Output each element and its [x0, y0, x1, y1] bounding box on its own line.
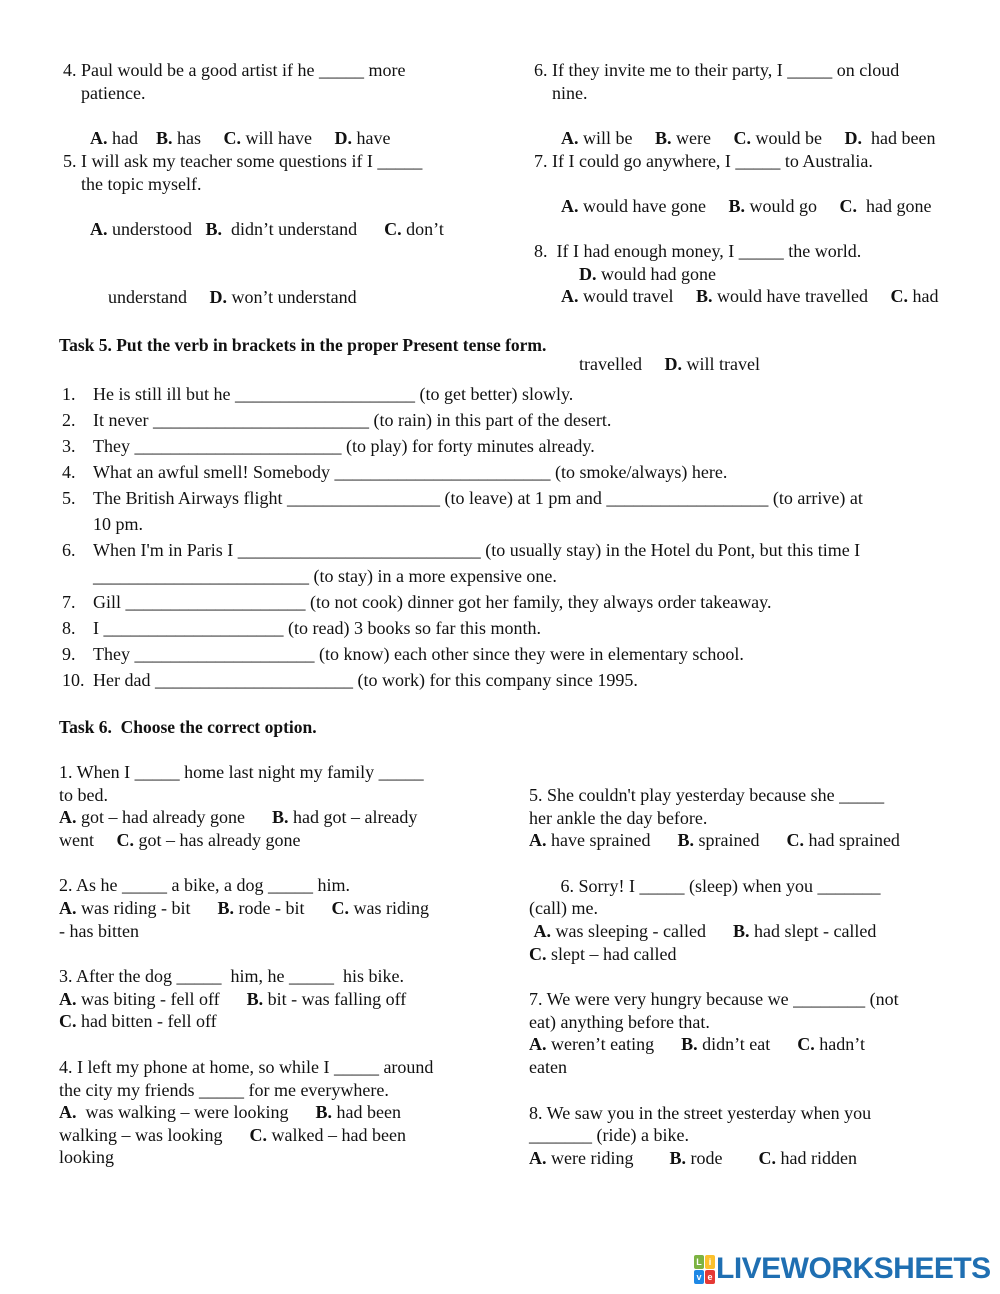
option-text[interactable]: had sprained — [803, 830, 900, 851]
task-6-question — [529, 988, 959, 1078]
question-line — [529, 1147, 959, 1170]
option-text[interactable]: was biting - fell off — [76, 988, 247, 1009]
option-letter: C. — [890, 286, 908, 307]
question-text: (call) me. — [529, 898, 598, 919]
question-line — [529, 784, 959, 807]
option-text[interactable]: would have gone — [578, 196, 729, 217]
option-text[interactable]: rode — [685, 1147, 759, 1168]
item-text[interactable]: It never ________________________ (to rain) in this part of the desert. — [93, 410, 612, 430]
option-text[interactable]: had been — [331, 1102, 401, 1123]
question-5 — [63, 150, 483, 331]
option-letter: B. — [655, 127, 672, 148]
option-letter: B. — [315, 1102, 332, 1123]
task-5-item — [62, 589, 863, 615]
option-letter: A. — [561, 286, 579, 307]
question-text: 6. If they invite me to their party, I _____ on cloud — [534, 60, 900, 80]
option-letter: C. — [758, 1147, 776, 1168]
item-number: 7. — [62, 592, 76, 612]
option-text[interactable]: got – has already gone — [134, 829, 301, 850]
question-text: 5. I will ask my teacher some questions if I _____ — [63, 151, 423, 171]
option-text[interactable]: hadn’t — [814, 1034, 865, 1055]
option-text[interactable]: had — [907, 286, 939, 307]
option-text[interactable]: didn’t eat — [697, 1034, 798, 1055]
item-number: 6. — [62, 540, 76, 560]
question-line — [529, 943, 959, 966]
question-text: - has bitten — [59, 920, 139, 941]
logo-mark-icon — [694, 1255, 714, 1283]
item-number: 8. — [62, 618, 76, 638]
task-6-question — [59, 761, 499, 851]
question-line — [59, 988, 499, 1011]
option-letter: D. — [209, 286, 227, 307]
question-text: nine. — [552, 82, 588, 103]
option-letter: A. — [561, 127, 579, 148]
item-text[interactable]: He is still ill but he ____________________ (to get better) slowly. — [93, 384, 574, 404]
task-5-item — [62, 433, 863, 459]
question-text: _______ (ride) a bike. — [529, 1125, 689, 1146]
task-5-item — [62, 615, 863, 641]
question-line — [59, 806, 499, 829]
option-letter: C. — [839, 196, 857, 217]
question-line — [59, 761, 499, 784]
question-text: 2. As he _____ a bike, a dog _____ him. — [59, 875, 350, 896]
task-6-right-column — [529, 784, 959, 1169]
option-letter: D. — [334, 127, 352, 148]
option-letter: C. — [331, 897, 349, 918]
option-text[interactable]: travelled — [579, 353, 665, 374]
question-text: 5. She couldn't play yesterday because she _____ — [529, 785, 885, 805]
option-text[interactable]: were riding — [546, 1147, 670, 1168]
option-letter: B. — [728, 196, 745, 217]
question-text: to bed. — [59, 784, 108, 805]
task-5-item — [62, 407, 863, 433]
task-6-question — [529, 875, 959, 965]
option-letter: B. — [677, 830, 694, 851]
option-text[interactable]: understand — [108, 286, 210, 307]
option-text[interactable]: had — [107, 127, 156, 148]
task-5-item — [62, 641, 863, 667]
option-letter: B. — [732, 920, 750, 941]
item-number: 1. — [62, 384, 76, 404]
question-text: the city my friends _____ for me everywhere. — [59, 1079, 389, 1100]
question-line — [59, 1056, 499, 1079]
option-text[interactable]: will be — [578, 127, 655, 148]
option-letter: B. — [246, 988, 264, 1009]
task-5-item — [62, 667, 863, 693]
option-text[interactable]: don’t — [401, 218, 444, 239]
option-text[interactable]: were — [671, 127, 734, 148]
option-letter: B. — [217, 897, 235, 918]
logo-mark-tile: i — [705, 1255, 715, 1269]
task-5-title: Task 5. Put the verb in brackets in the proper Present tense form. — [59, 335, 547, 355]
question-line — [529, 1011, 959, 1034]
question-line — [529, 920, 959, 943]
item-number: 10. — [62, 670, 85, 690]
task-6-question — [59, 1056, 499, 1169]
logo-mark-tile: e — [705, 1270, 715, 1284]
item-number: 4. — [62, 462, 76, 482]
option-letter: C. — [116, 829, 134, 850]
option-letter: A. — [59, 807, 77, 828]
question-text: 7. We were very hungry because we ________ (not — [529, 989, 899, 1010]
option-letter: A. — [561, 196, 579, 217]
item-number: 3. — [62, 436, 76, 456]
question-line — [529, 1033, 959, 1056]
task-6-left-column — [59, 761, 499, 1169]
item-text[interactable]: The British Airways flight _________________ (to leave) at 1 pm and __________________ (to arrive) at — [93, 488, 863, 508]
question-line — [529, 1056, 959, 1079]
question-text: looking — [59, 1147, 115, 1168]
logo-text: LIVEWORKSHEETS — [716, 1252, 991, 1285]
option-letter: C. — [786, 830, 804, 851]
option-letter: A. — [90, 218, 108, 239]
answer-options — [534, 173, 954, 241]
task-5-item — [62, 485, 863, 511]
option-text[interactable]: understood — [107, 218, 206, 239]
question-8 — [534, 240, 954, 398]
question-text: went — [59, 829, 117, 850]
option-letter: C. — [223, 127, 242, 148]
item-text[interactable]: When I'm in Paris I ___________________________ (to usually stay) in the Hotel du Pont, but this time I — [93, 540, 861, 560]
option-text[interactable]: got – had already gone — [76, 807, 272, 828]
task-6-question — [59, 965, 499, 1033]
task-5-item — [62, 381, 863, 407]
option-letter: D. — [664, 353, 682, 374]
option-text[interactable]: had bitten - fell off — [76, 1011, 217, 1032]
answer-options — [63, 263, 483, 331]
option-letter: A. — [59, 897, 77, 918]
task-6-question — [59, 874, 499, 942]
option-letter: C. — [249, 1124, 267, 1145]
task-6-question — [529, 784, 959, 852]
item-text[interactable]: What an awful smell! Somebody ________________________ (to smoke/always) here. — [93, 462, 728, 482]
question-text: the topic myself. — [81, 173, 202, 194]
option-text[interactable]: had gone — [856, 196, 932, 217]
option-letter: B. — [156, 127, 173, 148]
task-6-title: Task 6. Choose the correct option. — [59, 717, 317, 737]
question-text: eaten — [529, 1056, 567, 1077]
option-text[interactable]: was sleeping - called — [551, 920, 733, 941]
option-text[interactable]: would be — [751, 127, 845, 148]
item-text[interactable]: I ____________________ (to read) 3 books so far this month. — [93, 618, 541, 638]
option-letter: B. — [271, 807, 289, 828]
item-text-continued[interactable]: ________________________ (to stay) in a more expensive one. — [93, 566, 557, 586]
option-letter: D. — [844, 127, 862, 148]
option-letter: C. — [797, 1034, 815, 1055]
logo-mark-tile: v — [694, 1270, 704, 1284]
question-line — [59, 1010, 499, 1033]
item-text[interactable]: They _______________________ (to play) for forty minutes already. — [93, 436, 595, 456]
option-letter: A. — [529, 1147, 547, 1168]
option-letter: B. — [681, 1034, 698, 1055]
option-letter: C. — [384, 218, 402, 239]
option-text[interactable]: rode - bit — [234, 897, 332, 918]
question-text: eat) anything before that. — [529, 1011, 710, 1032]
question-text: 8. If I had enough money, I _____ the world. — [534, 241, 862, 261]
question-line — [59, 1124, 499, 1147]
question-line — [529, 1124, 959, 1147]
option-text[interactable]: had slept - called — [749, 920, 877, 941]
option-letter: D. — [579, 263, 597, 284]
task-6-question — [529, 1102, 959, 1170]
question-line — [59, 1146, 499, 1169]
question-line — [529, 829, 959, 852]
answer-options — [63, 195, 483, 263]
option-letter: B. — [695, 286, 713, 307]
question-text: 7. If I could go anywhere, I _____ to Australia. — [534, 151, 873, 171]
question-line — [529, 875, 959, 898]
option-text[interactable]: was riding - bit — [76, 897, 218, 918]
question-line — [529, 1102, 959, 1125]
option-text[interactable]: would go — [744, 196, 840, 217]
option-text[interactable]: slept – had called — [546, 943, 677, 964]
question-line — [59, 965, 499, 988]
question-line — [529, 988, 959, 1011]
task-5-item — [62, 537, 863, 563]
option-text[interactable]: have — [352, 127, 391, 148]
item-text-continued[interactable]: 10 pm. — [93, 514, 144, 534]
option-text[interactable]: had got – already — [288, 807, 418, 828]
question-text: her ankle the day before. — [529, 807, 708, 828]
option-text[interactable]: didn’t understand — [222, 218, 385, 239]
option-text[interactable]: weren’t eating — [546, 1034, 682, 1055]
task-5-list — [62, 381, 863, 693]
question-text: 8. We saw you in the street yesterday when you — [529, 1102, 872, 1123]
option-letter: C. — [529, 943, 547, 964]
option-text[interactable]: had been — [862, 127, 936, 148]
question-line — [59, 1101, 499, 1124]
option-letter: C. — [733, 127, 751, 148]
question-text: 3. After the dog _____ him, he _____ his bike. — [59, 966, 404, 987]
question-line — [59, 920, 499, 943]
option-text[interactable]: was riding — [349, 897, 429, 918]
question-line — [529, 897, 959, 920]
option-text[interactable]: would had gone — [596, 263, 716, 284]
option-text[interactable]: will have — [241, 127, 335, 148]
option-text[interactable]: has — [172, 127, 224, 148]
option-letter: A. — [90, 127, 108, 148]
question-text: 4. I left my phone at home, so while I _____ around — [59, 1056, 434, 1077]
question-text: 1. When I _____ home last night my family _____ — [59, 762, 424, 782]
option-letter: C. — [59, 1011, 77, 1032]
option-text[interactable]: will travel — [681, 353, 760, 374]
question-text: 6. Sorry! I _____ (sleep) when you _______ — [529, 875, 881, 896]
option-text[interactable]: was walking – were looking — [76, 1102, 316, 1123]
question-line — [59, 829, 499, 852]
option-text[interactable]: sprained — [693, 830, 787, 851]
question-text: patience. — [81, 82, 146, 103]
option-text[interactable]: have sprained — [546, 830, 678, 851]
option-letter: A. — [529, 1034, 547, 1055]
question-text: walking – was looking — [59, 1124, 250, 1145]
option-letter: A. — [533, 920, 551, 941]
question-line — [59, 874, 499, 897]
question-line — [59, 897, 499, 920]
option-text[interactable]: won’t understand — [226, 286, 357, 307]
option-letter: A. — [529, 830, 547, 851]
logo-mark-tile: L — [694, 1255, 704, 1269]
item-number: 9. — [62, 644, 76, 664]
item-number: 2. — [62, 410, 76, 430]
question-text: 4. Paul would be a good artist if he _____ more — [63, 60, 406, 80]
option-letter: A. — [59, 988, 77, 1009]
item-number: 5. — [62, 488, 76, 508]
task-5-item — [62, 459, 863, 485]
option-letter: B. — [205, 218, 223, 239]
option-text[interactable]: bit - was falling off — [263, 988, 407, 1009]
item-text[interactable]: Gill ____________________ (to not cook) dinner got her family, they always order takeaway. — [93, 592, 772, 612]
question-line — [529, 807, 959, 830]
question-line — [59, 1079, 499, 1102]
option-text[interactable]: walked – had been — [267, 1124, 406, 1145]
option-letter: B. — [669, 1147, 686, 1168]
liveworksheets-logo — [694, 1252, 991, 1286]
option-letter: A. — [59, 1102, 77, 1123]
option-text[interactable]: would travel — [578, 286, 696, 307]
item-text[interactable]: They ____________________ (to know) each other since they were in elementary school. — [93, 644, 744, 664]
answer-options — [534, 263, 954, 331]
option-text[interactable]: would have travelled — [712, 286, 891, 307]
item-text[interactable]: Her dad ______________________ (to work) for this company since 1995. — [93, 670, 638, 690]
question-line — [59, 784, 499, 807]
option-text[interactable]: had ridden — [775, 1147, 857, 1168]
